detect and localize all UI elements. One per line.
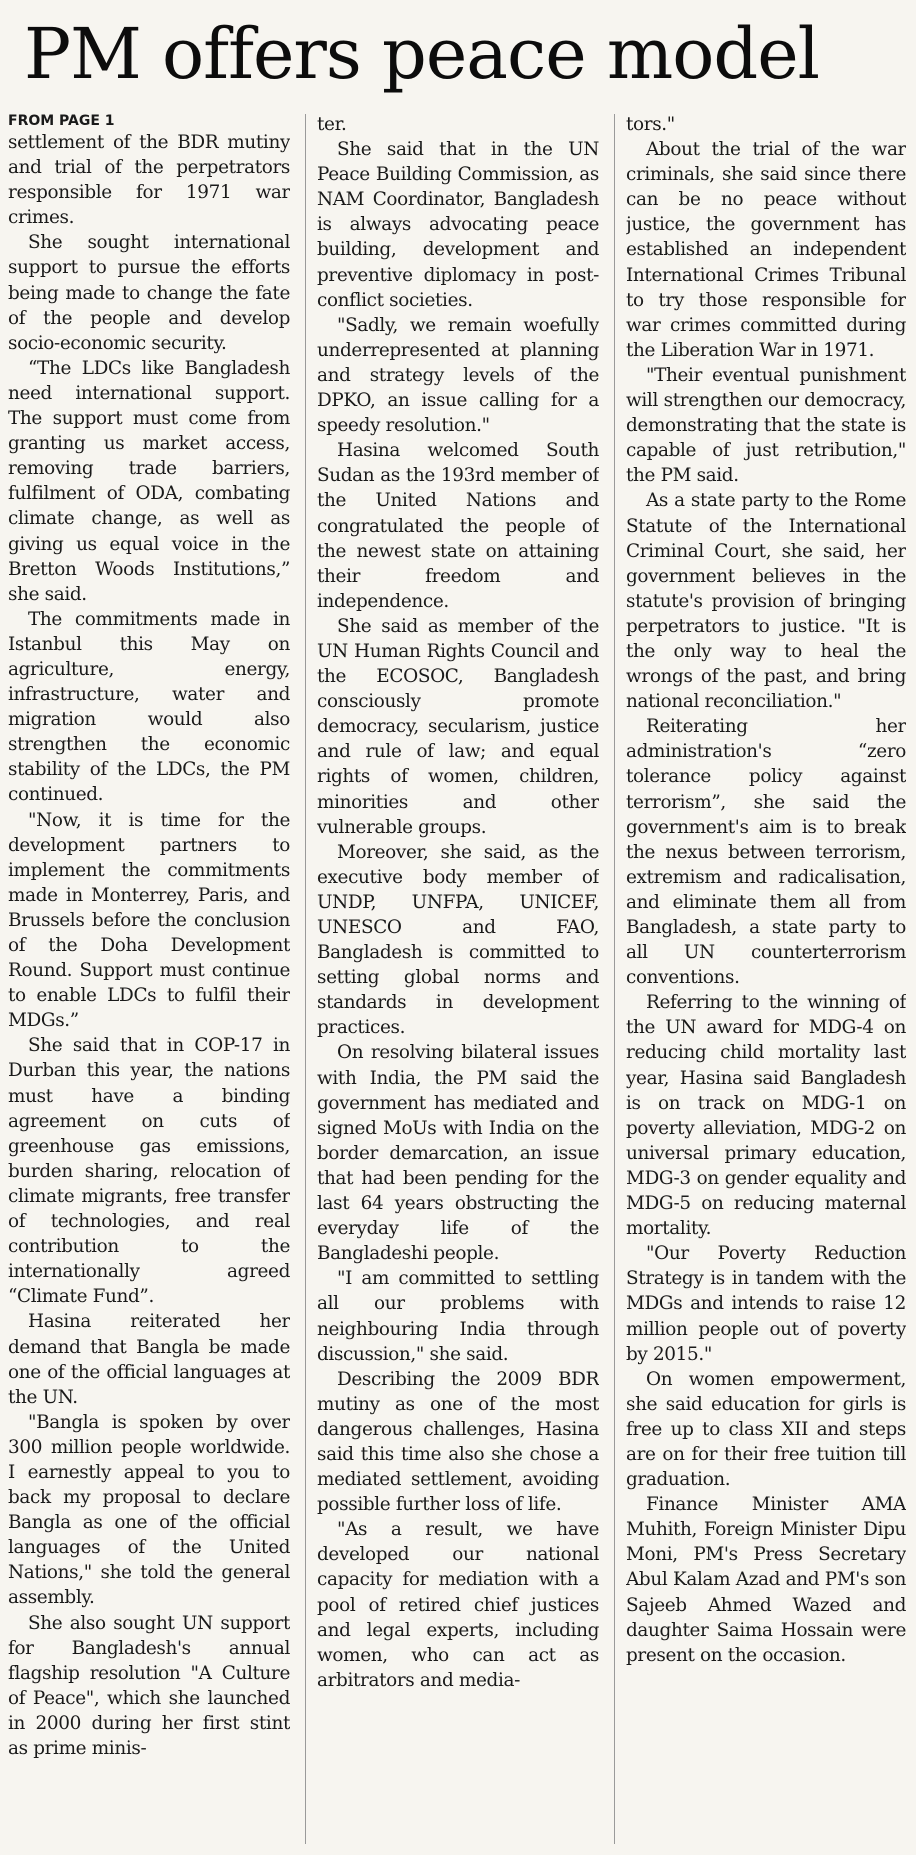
paragraph: Reiterating her administration's “zero tolerance policy against terrorism”, she said the government's aim is to break the nexus between terrorism, extremism and radicalisation, and eliminate them all from Bangladesh, a state party to all UN counterterrorism conventions. <box>626 716 906 989</box>
column-1 <box>8 112 290 1852</box>
paragraph: She said that in COP-17 in Durban this year, the nations must have a binding agreement on cuts of greenhouse gas emissions, burden sharing, relocation of climate migrants, free transfer of technologies, and real contribution to the internationally agreed “Climate Fund”. <box>8 1035 290 1308</box>
paragraph: Hasina reiterated her demand that Bangla be made one of the official languages at the UN. <box>8 1311 290 1408</box>
paragraph: "Their eventual punishment will strengthen our democracy, demonstrating that the state is capable of just retribution," the PM said. <box>626 364 906 487</box>
paragraph: Finance Minister AMA Muhith, Foreign Minister Dipu Moni, PM's Press Secretary Abul Kalam Azad and PM's son Sajeeb Ahmed Wazed and daughter Saima Hossain were present on the occasion. <box>626 1494 906 1666</box>
paragraph: "Sadly, we remain woefully underrepresented at planning and strategy levels of the DPKO, an issue calling for a speedy resolution." <box>317 314 599 437</box>
column-rule <box>614 114 615 1844</box>
paragraph: She also sought UN support for Bangladesh's annual flagship resolution "A Culture of Peace", which she launched in 2000 during her first stint as prime minis- <box>8 1612 290 1759</box>
paragraph: Moreover, she said, as the executive body member of UNDP, UNFPA, UNICEF, UNESCO and FAO, Bangladesh is committed to setting global norms and standards in development practices. <box>317 841 599 1039</box>
column-rule <box>305 114 306 1844</box>
paragraph: On resolving bilateral issues with India, the PM said the government has mediated and signed MoUs with India on the border demarcation, an issue that had been pending for the last 64 years obstructing the everyday life of the Bangladeshi people. <box>317 1042 599 1265</box>
paragraph: settlement of the BDR mutiny and trial of the perpetrators responsible for 1971 war crimes. <box>8 132 290 229</box>
column-3 <box>626 112 906 1852</box>
paragraph: "As a result, we have developed our national capacity for mediation with a pool of retired chief justices and legal experts, including women, who can act as arbitrators and media- <box>317 1519 599 1691</box>
paragraph: About the trial of the war criminals, she said since there can be no peace without justice, the government has established an independent International Crimes Tribunal to try those responsible for war crimes committed during the Liberation War in 1971. <box>626 139 906 361</box>
paragraph: As a state party to the Rome Statute of the International Criminal Court, she said, her government believes in the statute's provision of bringing perpetrators to justice. "It is the only way to heal the wrongs of the past, and bring national reconciliation." <box>626 490 906 713</box>
paragraph: Describing the 2009 BDR mutiny as one of the most dangerous challenges, Hasina said this time also she chose a mediated settlement, avoiding possible further loss of life. <box>317 1368 599 1516</box>
column-2 <box>317 112 599 1852</box>
paragraph: “The LDCs like Bangladesh need international support. The support must come from granting us market access, removing trade barriers, fulfilment of ODA, combating climate change, as well as giving us equal voice in the Bretton Woods Institutions,” she said. <box>8 357 290 605</box>
paragraph: The commitments made in Istanbul this May on agriculture, energy, infrastructure, water and migration would also strengthen the economic stability of the LDCs, the PM continued. <box>8 608 290 806</box>
headline: PM offers peace model <box>24 13 820 95</box>
paragraph: On women empowerment, she said education for girls is free up to class XII and steps are on for their free tuition till graduation. <box>626 1368 906 1491</box>
paragraph: "Bangla is spoken by over 300 million people worldwide. I earnestly appeal to you to back my proposal to declare Bangla as one of the official languages of the United Nations," she told the general assembly. <box>8 1411 290 1609</box>
paragraph: She sought international support to pursue the efforts being made to change the fate of the people and develop socio-economic security. <box>8 232 290 354</box>
continuation-kicker: FROM PAGE 1 <box>8 113 115 129</box>
paragraph: tors." <box>626 114 675 135</box>
paragraph: ter. <box>317 114 347 135</box>
paragraph: "Our Poverty Reduction Strategy is in tandem with the MDGs and intends to raise 12 million people out of poverty by 2015." <box>626 1243 906 1365</box>
paragraph: She said that in the UN Peace Building Commission, as NAM Coordinator, Bangladesh is always advocating peace building, development and preventive diplomacy in post-conflict societies. <box>317 139 599 311</box>
paragraph: Referring to the winning of the UN award for MDG-4 on reducing child mortality last year, Hasina said Bangladesh is on track on MDG-1 on poverty alleviation, MDG-2 on universal primary education, MDG-3 on gender equality and MDG-5 on reducing maternal mortality. <box>626 992 906 1240</box>
paragraph: "Now, it is time for the development partners to implement the commitments made in Monterrey, Paris, and Brussels before the conclusion of the Doha Development Round. Support must continue to enable LDCs to fulfil their MDGs.” <box>8 809 290 1032</box>
paragraph: "I am committed to settling all our problems with neighbouring India through discussion," she said. <box>317 1268 599 1365</box>
paragraph: She said as member of the UN Human Rights Council and the ECOSOC, Bangladesh consciously promote democracy, secularism, justice and rule of law; and equal rights of women, children, minorities and other vulnerable groups. <box>317 615 599 838</box>
article-body <box>8 112 908 1852</box>
paragraph: Hasina welcomed South Sudan as the 193rd member of the United Nations and congratulated the people of the newest state on attaining their freedom and independence. <box>317 440 599 612</box>
